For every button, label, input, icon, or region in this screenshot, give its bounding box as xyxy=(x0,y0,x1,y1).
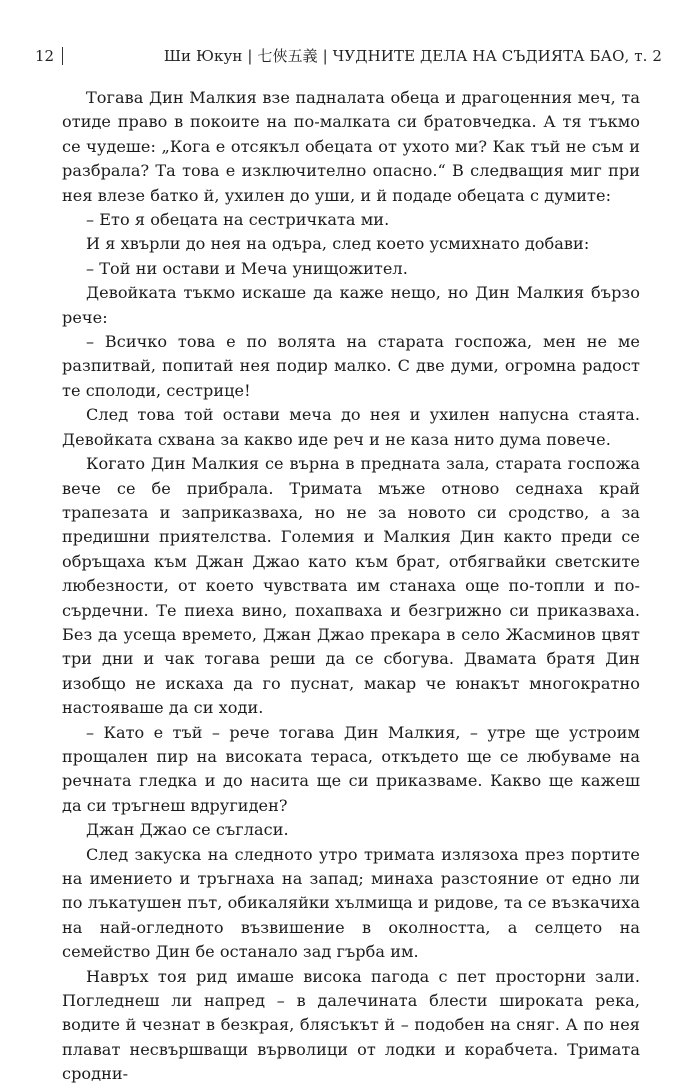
running-title: Ши Юкун | 七俠五義 | ЧУДНИТЕ ДЕЛА НА СЪДИЯТА БАО, т. 2 xyxy=(163,47,662,65)
paragraph: След закуска на следното утро тримата излязоха през портите на имението и тръгнаха на запад; минаха разстояние от едно ли по лъкатушен път, обикаляйки хълмища и ридове, та се възкачиха на най-огледното възвишение в околността, а селцето на семейство Дин бе останало зад гърба им. xyxy=(62,844,640,962)
paragraph: Джан Джао се съгласи. xyxy=(86,820,289,840)
paragraph: Тогава Дин Малкия взе падналата обеца и драгоценния меч, та отиде право в покоите на по-малката си братовчедка. А тя тъкмо се чудеше: „Кога е отсякъл обецата от ухото ми? Как тъй не съм и разбрала? Та това е изключително опасно.“ В следващия миг при нея влезе батко й, ухилен до уши, и й подаде обецата с думите: xyxy=(62,88,640,205)
paragraph: Девойката тъкмо искаше да каже нещо, но Дин Малкия бързо рече: xyxy=(62,283,640,327)
body-text xyxy=(62,86,640,1087)
paragraph: Когато Дин Малкия се върна в предната зала, старата госпожа вече се бе прибрала. Тримата мъже отново седнаха край трапезата и заприказваха, но не за новото си сродство, а за предишни приятелства. Големия и Малкия Дин както преди се обръщаха към Джан Джао като към брат, отбягвайки светските любезности, от което чувствата им станаха още по-топли и по-сърдечни. Те пиеха вино, похапваха и безгрижно си приказваха. Без да усеща времето, Джан Джао прекара в село Жасминов цвят три дни и чак тогава реши да се сбогува. Двамата братя Дин изобщо не искаха да го пуснат, макар че юнакът многократно настояваше да си ходи. xyxy=(62,454,640,718)
paragraph: – Той ни остави и Меча унищожител. xyxy=(86,258,408,278)
paragraph: – Като е тъй – рече тогава Дин Малкия, – утре ще устроим прощален пир на високата тераса, откъдето ще се любуваме на речната гледка и до насита ще си приказваме. Какво ще кажеш да си тръгнеш вдругиден? xyxy=(62,722,640,815)
running-header xyxy=(35,44,662,68)
page-number: 12 xyxy=(35,47,55,65)
paragraph: – Ето я обецата на сестричката ми. xyxy=(86,210,390,230)
paragraph: След това той остави меча до нея и ухилен напусна стаята. Девойката схвана за какво иде реч и не каза нито дума повече. xyxy=(62,405,640,449)
paragraph: – Всичко това е по волята на старата госпожа, мен не ме разпитвай, попитай нея подир малко. С две думи, огромна радост те сполоди, сестрице! xyxy=(62,332,640,400)
header-divider xyxy=(62,47,63,65)
paragraph: Навръх тоя рид имаше висока пагода с пет просторни зали. Погледнеш ли напред – в далечината блести широката река, водите й чезнат в безкрая, блясъкът й – подобен на сняг. А по нея плават несвършващи върволици от лодки и корабчета. Тримата сродни- xyxy=(62,966,640,1084)
paragraph: И я хвърли до нея на одъра, след което усмихнато добави: xyxy=(86,234,590,254)
